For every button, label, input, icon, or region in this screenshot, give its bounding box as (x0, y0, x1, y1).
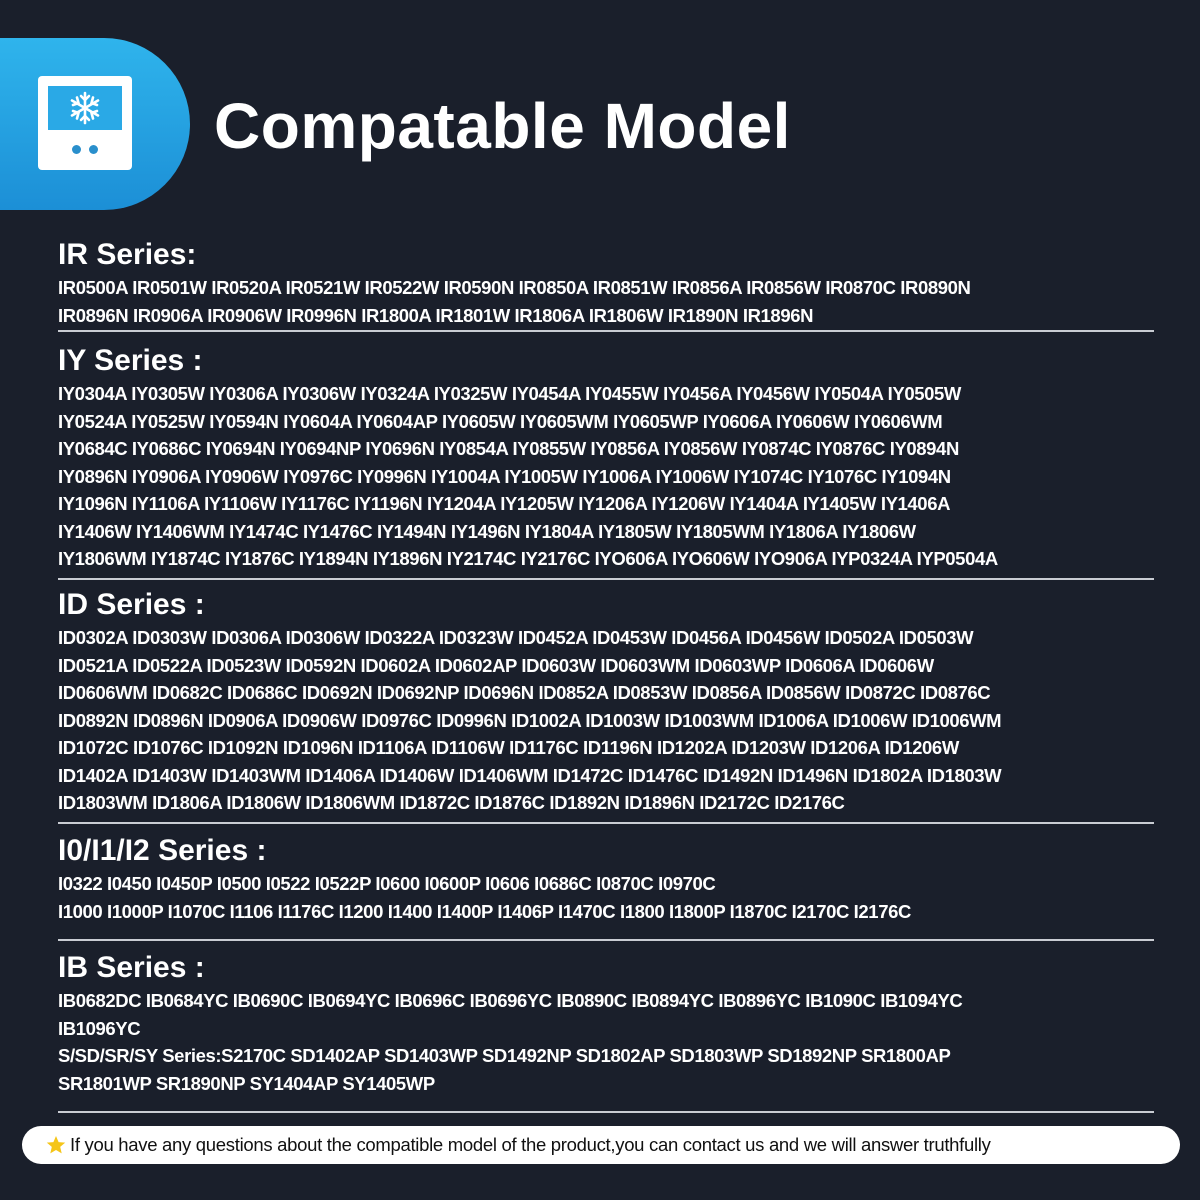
model-line: ID0892N ID0896N ID0906A ID0906W ID0976C ID0996N ID1002A ID1003W ID1003WM ID1006A ID1006W ID1006WM (58, 709, 1002, 731)
section-i0-i1-i2-series (58, 824, 1154, 941)
page-title: Compatable Model (214, 90, 791, 162)
section-ir-series (58, 230, 1154, 332)
snowflake-icon (67, 90, 103, 126)
model-line: IY0896N IY0906A IY0906W IY0976C IY0996N IY1004A IY1005W IY1006A IY1006W IY1074C IY1076C IY1094N (58, 465, 951, 487)
section-title: IR Series: (58, 238, 197, 271)
model-line: IR0896N IR0906A IR0906W IR0996N IR1800A IR1801W IR1806A IR1806W IR1890N IR1896N (58, 304, 814, 326)
section-ib-series (58, 941, 1154, 1113)
notice-text: If you have any questions about the compatible model of the product,you can contact us and we will answer truthfully (70, 1134, 991, 1155)
section-title: IB Series : (58, 951, 205, 984)
model-line: S/SD/SR/SY Series:S2170C SD1402AP SD1403WP SD1492NP SD1802AP SD1803WP SD1892NP SR1800AP (58, 1045, 951, 1066)
model-line: ID1803WM ID1806A ID1806W ID1806WM ID1872C ID1876C ID1892N ID1896N ID2172C ID2176C (58, 792, 845, 813)
model-line: I0322 I0450 I0450P I0500 I0522 I0522P I0600 I0600P I0606 I0686C I0870C I0970C (58, 873, 716, 894)
section-title: I0/I1/I2 Series : (58, 834, 267, 867)
model-line: ID0521A ID0522A ID0523W ID0592N ID0602A ID0602AP ID0603W ID0603WM ID0603WP ID0606A ID0606W (58, 654, 934, 676)
model-line: IY0684C IY0686C IY0694N IY0694NP IY0696N IY0854A IY0855W IY0856A IY0856W IY0874C IY0876C IY0894N (58, 438, 959, 459)
fridge-snowflake-icon (38, 76, 132, 170)
section-title: IY Series : (58, 344, 203, 377)
section-iy-series (58, 332, 1154, 580)
model-line: IR0500A IR0501W IR0520A IR0521W IR0522W IR0590N IR0850A IR0851W IR0856A IR0856W IR0870C IR0890N (58, 277, 971, 298)
model-line: ID0606WM ID0682C ID0686C ID0692N ID0692NP ID0696N ID0852A ID0853W ID0856A ID0856W ID0872C ID0876C (58, 682, 991, 703)
model-line: ID1072C ID1076C ID1092N ID1096N ID1106A ID1106W ID1176C ID1196N ID1202A ID1203W ID1206A ID1206W (58, 737, 959, 758)
model-line: IY1406W IY1406WM IY1474C IY1476C IY1494N IY1496N IY1804A IY1805W IY1805WM IY1806A IY1806W (58, 520, 916, 542)
model-line: IB0682DC IB0684YC IB0690C IB0694YC IB0696C IB0696YC IB0890C IB0894YC IB0896YC IB1090C IB1094YC (58, 990, 963, 1011)
model-line: IY0524A IY0525W IY0594N IY0604A IY0604AP IY0605W IY0605WM IY0605WP IY0606A IY0606W IY0606WM (58, 410, 943, 432)
model-line: SR1801WP SR1890NP SY1404AP SY1405WP (58, 1072, 435, 1094)
fridge-screen (48, 86, 122, 130)
star-icon (46, 1135, 66, 1155)
model-line: ID1402A ID1403W ID1403WM ID1406A ID1406W ID1406WM ID1472C ID1476C ID1492N ID1496N ID1802A ID1803W (58, 764, 1002, 786)
model-list (58, 230, 1154, 1113)
model-line: IY0304A IY0305W IY0306A IY0306W IY0324A IY0325W IY0454A IY0455W IY0456A IY0456W IY0504A IY0505W (58, 383, 961, 404)
model-line: ID0302A ID0303W ID0306A ID0306W ID0322A ID0323W ID0452A ID0453W ID0456A ID0456W ID0502A ID0503W (58, 627, 974, 648)
header-badge (0, 38, 190, 210)
section-id-series (58, 580, 1154, 824)
fridge-button-dot (89, 145, 98, 154)
model-line: IB1096YC (58, 1017, 141, 1039)
model-line: IY1096N IY1106A IY1106W IY1176C IY1196N IY1204A IY1205W IY1206A IY1206W IY1404A IY1405W IY1406A (58, 493, 951, 514)
contact-notice (22, 1126, 1180, 1164)
model-line: I1000 I1000P I1070C I1106 I1176C I1200 I1400 I1400P I1406P I1470C I1800 I1800P I1870C I2170C I2176C (58, 900, 911, 922)
model-line: IY1806WM IY1874C IY1876C IY1894N IY1896N IY2174C IY2176C IYO606A IYO606W IYO906A IYP0324A IYP0504A (58, 548, 998, 569)
fridge-button-dot (72, 145, 81, 154)
section-title: ID Series : (58, 588, 205, 621)
